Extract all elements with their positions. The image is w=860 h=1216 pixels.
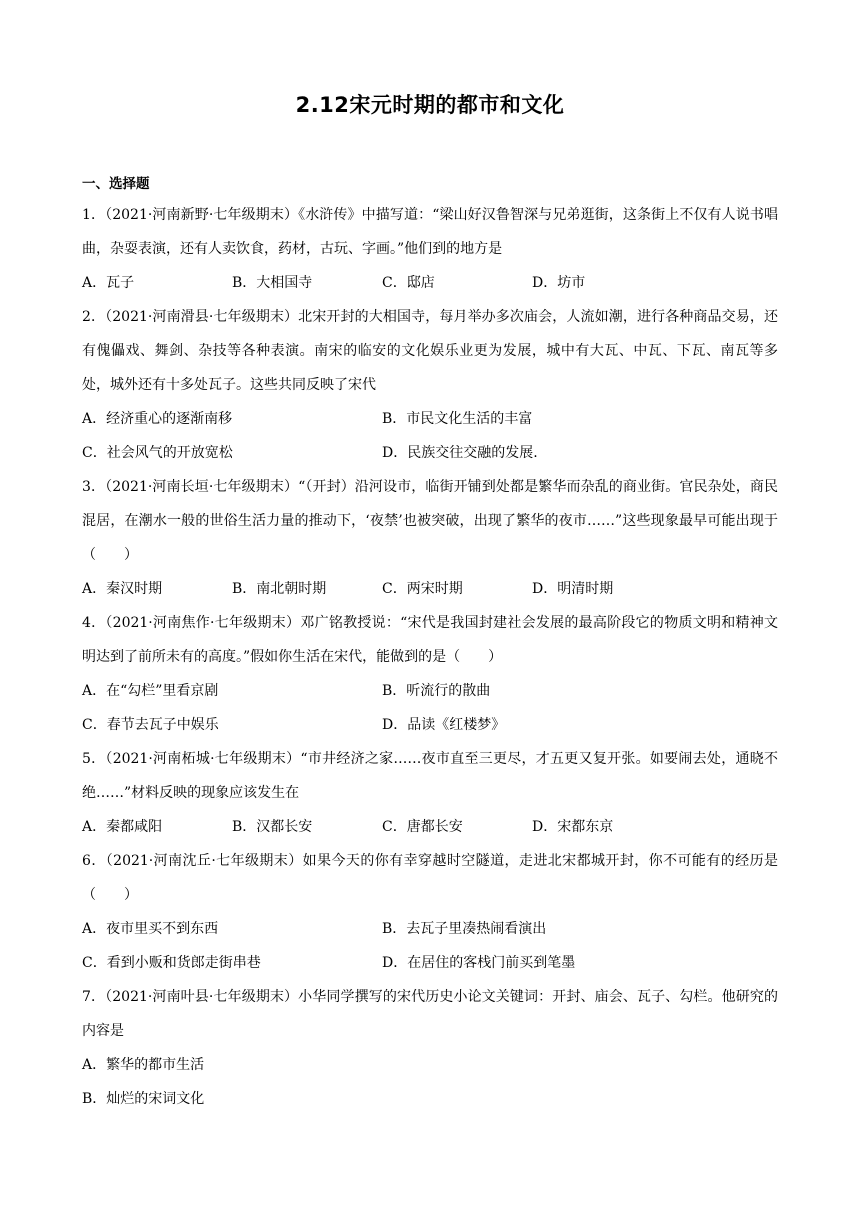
option-a: A．秦都咸阳 <box>82 819 163 835</box>
option-c: C．春节去瓦子中娱乐 <box>82 717 219 733</box>
question-5 <box>82 742 778 844</box>
option-d: D．宋都东京 <box>532 819 614 835</box>
option-row <box>82 436 778 470</box>
option-b: B．去瓦子里凑热闹看演出 <box>382 921 547 937</box>
option-row <box>82 708 778 742</box>
option-b: B．灿烂的宋词文化 <box>82 1091 205 1107</box>
option-b: B．汉都长安 <box>232 819 313 835</box>
option-a: A．瓦子 <box>82 275 135 291</box>
question-3 <box>82 470 778 606</box>
option-c: C．两宋时期 <box>382 581 463 597</box>
option-row <box>82 912 778 946</box>
option-row <box>82 810 778 844</box>
option-b: B．南北朝时期 <box>232 581 327 597</box>
section-heading: 一、选择题 <box>82 176 150 192</box>
option-c: C．社会风气的开放宽松 <box>82 445 233 461</box>
option-row <box>82 402 778 436</box>
option-c: C．邸店 <box>382 275 435 291</box>
question-1 <box>82 198 778 300</box>
option-a: A．经济重心的逐渐南移 <box>82 411 233 427</box>
option-row <box>82 674 778 708</box>
option-a: A．夜市里买不到东西 <box>82 921 219 937</box>
option-row <box>82 266 778 300</box>
option-d: D．在居住的客栈门前买到笔墨 <box>382 955 576 971</box>
question-7 <box>82 980 778 1116</box>
option-d: D．坊市 <box>532 275 586 291</box>
page-title: 2.12宋元时期的都市和文化 <box>295 93 565 117</box>
question-2 <box>82 300 778 470</box>
option-d: D．品读《红楼梦》 <box>382 717 506 733</box>
option-row <box>82 1082 778 1116</box>
question-stem: 7．（2021·河南叶县·七年级期末）小华同学撰写的宋代历史小论文关键词：开封、庙会、瓦子、勾栏。他研究的内容是 <box>82 989 778 1039</box>
question-6 <box>82 844 778 980</box>
option-d: D．民族交往交融的发展. <box>382 445 538 461</box>
option-b: B．大相国寺 <box>232 275 313 291</box>
option-row <box>82 946 778 980</box>
option-b: B．听流行的散曲 <box>382 683 491 699</box>
option-a: A．秦汉时期 <box>82 581 163 597</box>
option-c: C．看到小贩和货郎走街串巷 <box>82 955 261 971</box>
option-b: B．市民文化生活的丰富 <box>382 411 533 427</box>
question-stem: 6．（2021·河南沈丘·七年级期末）如果今天的你有幸穿越时空隧道，走进北宋都城开封，你不可能有的经历是（ ） <box>82 853 778 903</box>
option-row <box>82 1048 778 1082</box>
option-a: A．在“勾栏”里看京剧 <box>82 683 219 699</box>
option-row <box>82 572 778 606</box>
question-stem: 4．（2021·河南焦作·七年级期末）邓广铭教授说：“宋代是我国封建社会发展的最高阶段它的物质文明和精神文明达到了前所未有的高度。”假如你生活在宋代，能做到的是（ ） <box>82 615 778 665</box>
option-a: A．繁华的都市生活 <box>82 1057 205 1073</box>
question-stem: 3．（2021·河南长垣·七年级期末）“（开封）沿河设市，临街开铺到处都是繁华而杂乱的商业街。官民杂处，商民混居，在潮水一般的世俗生活力量的推动下，‘夜禁’也被突破，出现了繁华的夜市……”这些现象最早可能出现于（ ） <box>82 479 778 563</box>
question-list <box>82 198 778 1116</box>
option-c: C．唐都长安 <box>382 819 463 835</box>
question-4 <box>82 606 778 742</box>
question-stem: 1．（2021·河南新野·七年级期末）《水浒传》中描写道：“梁山好汉鲁智深与兄弟逛街，这条街上不仅有人说书唱曲，杂耍表演，还有人卖饮食，药材，古玩、字画。”他们到的地方是 <box>82 207 778 257</box>
question-stem: 2．（2021·河南滑县·七年级期末）北宋开封的大相国寺，每月举办多次庙会，人流如潮，进行各种商品交易，还有傀儡戏、舞剑、杂技等各种表演。南宋的临安的文化娱乐业更为发展，城中有大瓦、中瓦、下瓦、南瓦等多处，城外还有十多处瓦子。这些共同反映了宋代 <box>82 309 778 393</box>
question-stem: 5．（2021·河南柘城·七年级期末）“市井经济之家……夜市直至三更尽，才五更又复开张。如要闹去处，通晓不绝……”材料反映的现象应该发生在 <box>82 751 778 801</box>
option-d: D．明清时期 <box>532 581 614 597</box>
